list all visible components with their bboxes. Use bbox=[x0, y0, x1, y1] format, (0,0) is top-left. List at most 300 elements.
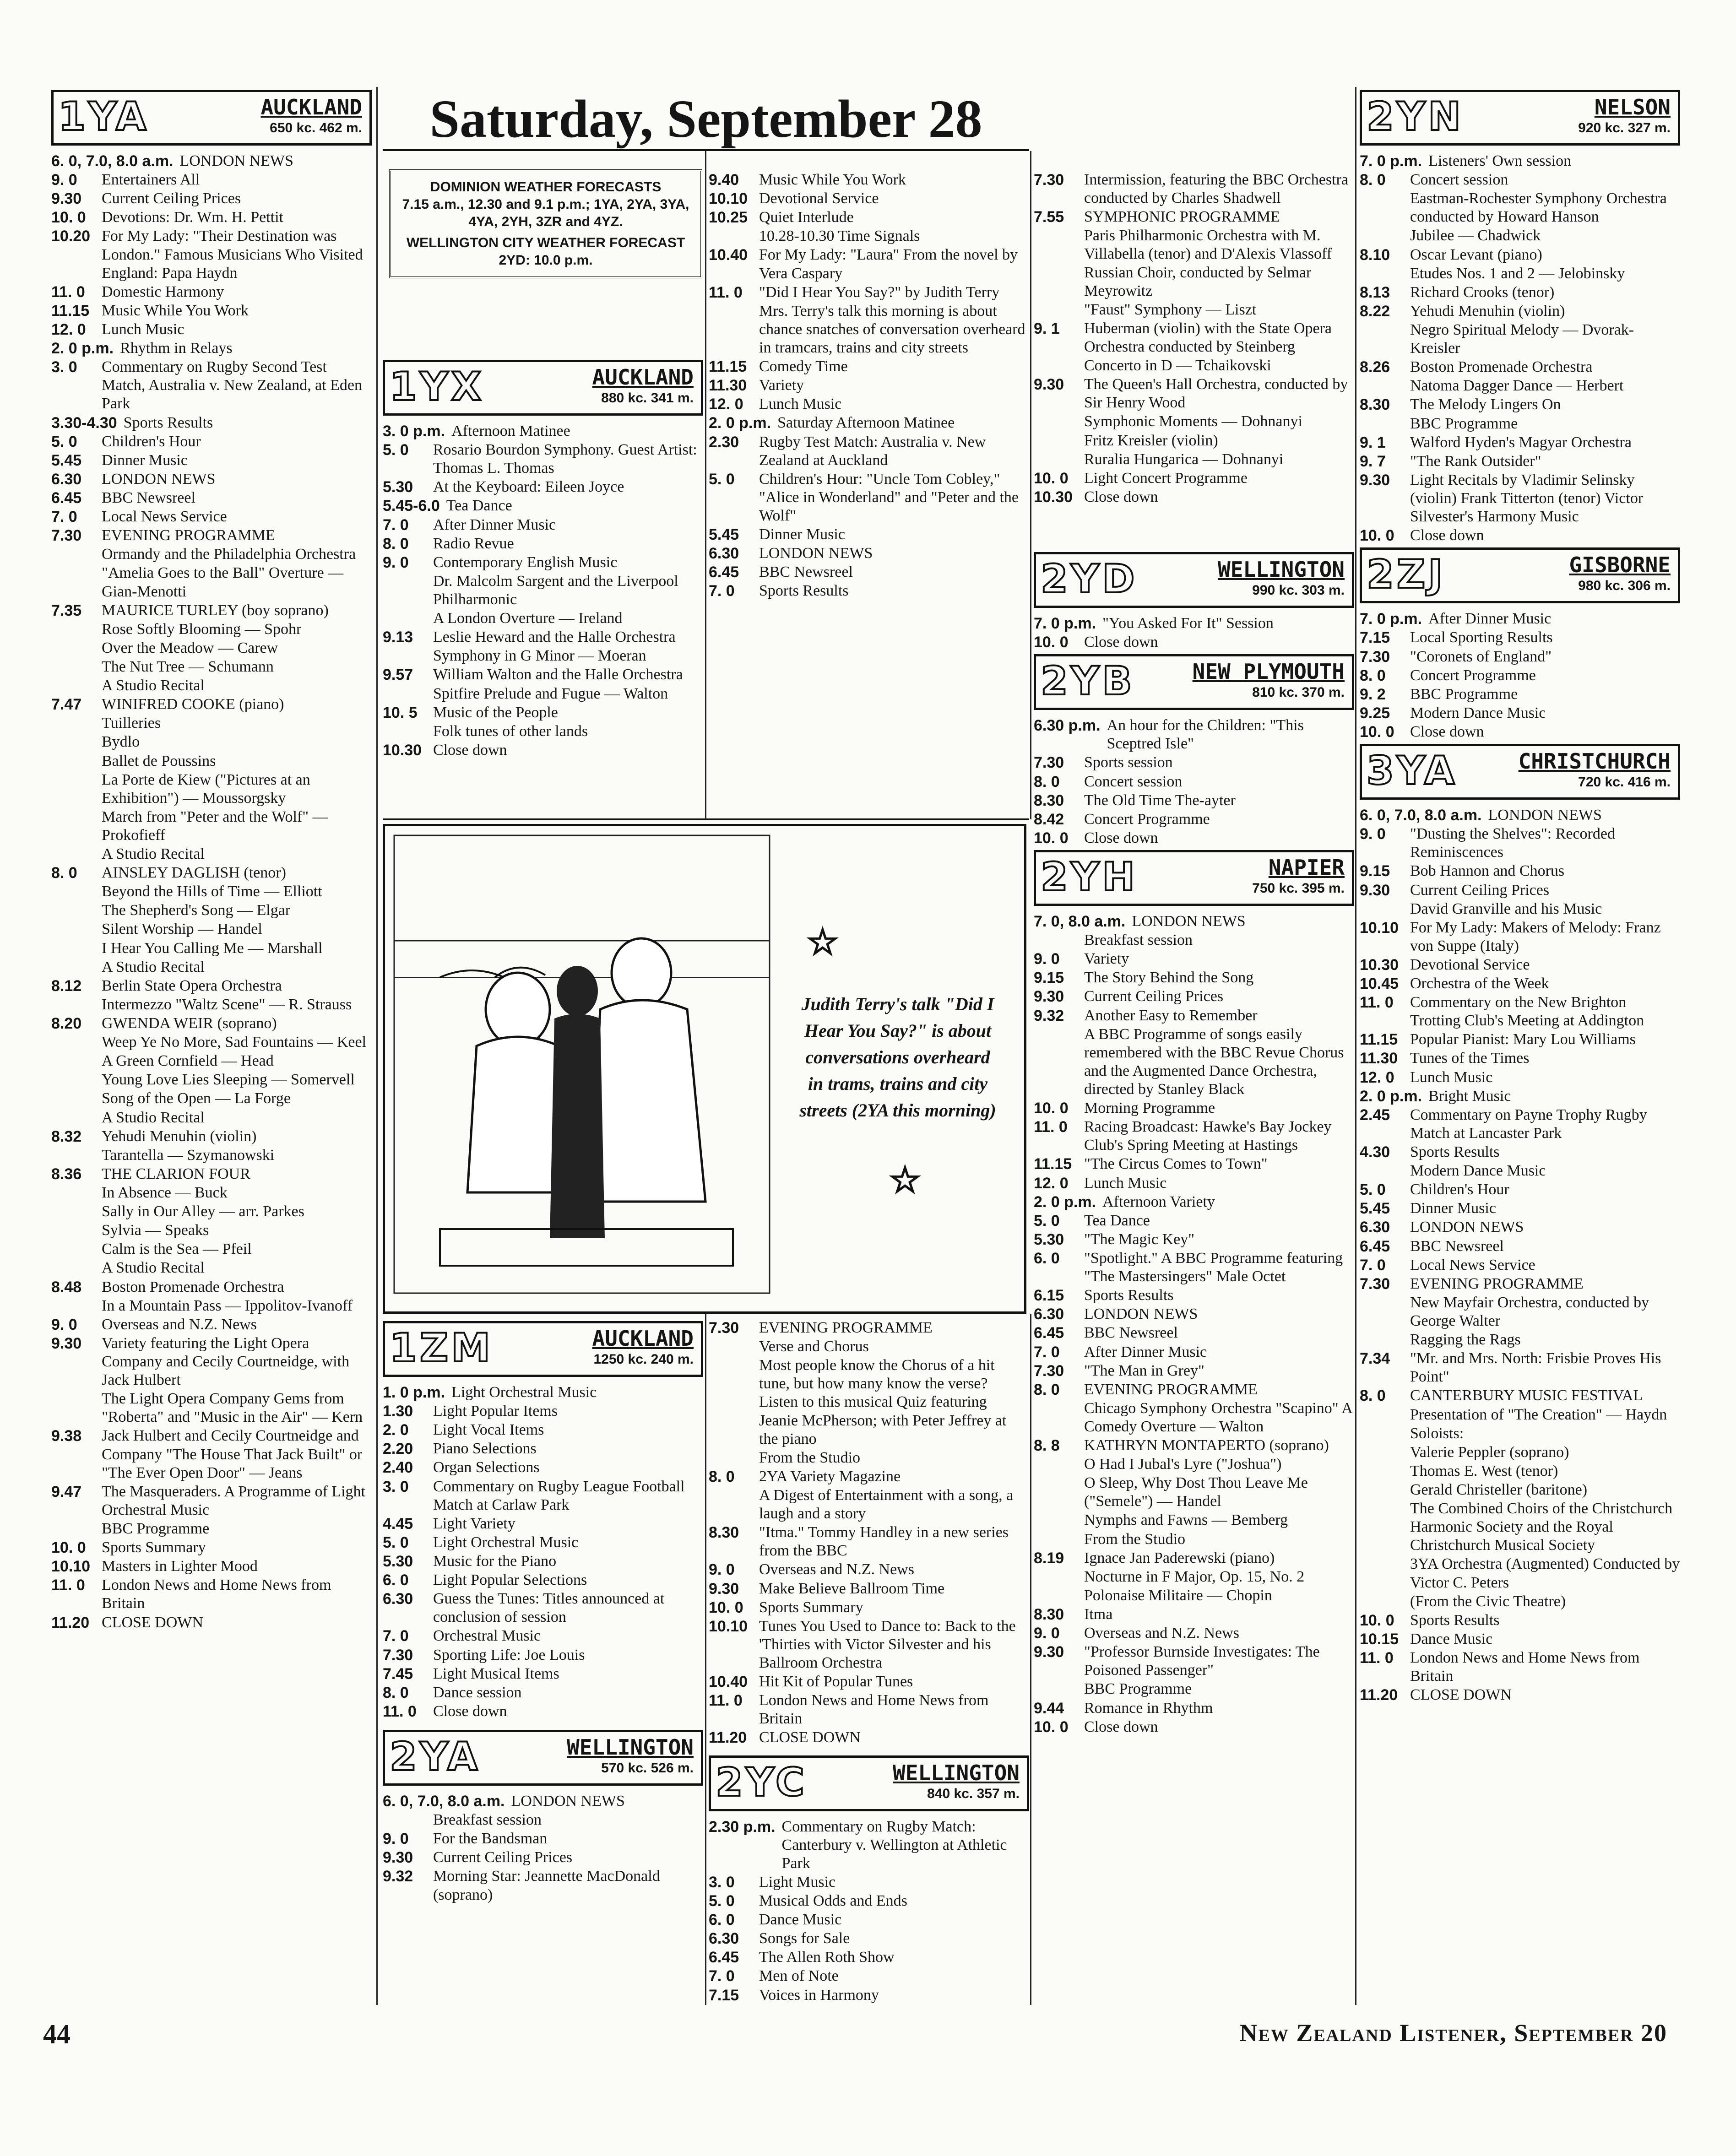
schedule-description: Intermezzo "Waltz Scene" — R. Strauss bbox=[102, 996, 352, 1013]
schedule-time bbox=[1034, 1587, 1078, 1605]
schedule-item bbox=[51, 752, 372, 770]
schedule-description: Children's Hour bbox=[102, 433, 201, 450]
schedule-item bbox=[709, 414, 1029, 432]
schedule-item bbox=[709, 1523, 1029, 1560]
schedule-description: Organ Selections bbox=[433, 1459, 540, 1476]
schedule-3YA bbox=[1360, 806, 1680, 1704]
schedule-item bbox=[1034, 1718, 1354, 1736]
schedule-item bbox=[383, 666, 703, 684]
schedule-time: 8.42 bbox=[1034, 810, 1064, 828]
schedule-description: "Did I Hear You Say?" by Judith Terry bbox=[759, 283, 1000, 301]
schedule-description: Popular Pianist: Mary Lou Williams bbox=[1410, 1031, 1636, 1048]
schedule-item bbox=[383, 478, 703, 496]
station-header-3YA bbox=[1360, 744, 1680, 800]
schedule-item bbox=[51, 658, 372, 676]
schedule-time: 7.55 bbox=[1034, 208, 1064, 226]
schedule-item bbox=[709, 582, 1029, 600]
schedule-description: LONDON NEWS bbox=[1132, 912, 1246, 930]
schedule-description: Overseas and N.Z. News bbox=[102, 1316, 257, 1333]
schedule-item bbox=[1360, 1275, 1680, 1293]
schedule-description: Variety bbox=[759, 377, 804, 394]
schedule-description: BBC Newsreel bbox=[1410, 1237, 1504, 1255]
schedule-time: 2. 0 p.m. bbox=[1034, 1193, 1096, 1211]
schedule-time: 2. 0 p.m. bbox=[709, 414, 771, 432]
schedule-description: Dinner Music bbox=[759, 526, 845, 543]
schedule-item bbox=[383, 1515, 703, 1533]
schedule-time: 8. 0 bbox=[1360, 1387, 1386, 1405]
schedule-item bbox=[709, 227, 1029, 245]
schedule-time bbox=[1034, 1474, 1078, 1511]
schedule-item bbox=[1360, 806, 1680, 824]
station-city: WELLINGTON bbox=[1218, 557, 1345, 582]
schedule-time bbox=[1034, 931, 1078, 949]
schedule-description: Light Concert Programme bbox=[1084, 469, 1248, 487]
schedule-item bbox=[51, 1334, 372, 1389]
schedule-description: Light Vocal Items bbox=[433, 1421, 544, 1439]
schedule-item bbox=[1360, 1106, 1680, 1143]
schedule-description: Concert Programme bbox=[1084, 810, 1210, 828]
schedule-time: 8. 0 bbox=[51, 864, 77, 882]
schedule-item bbox=[1360, 610, 1680, 628]
schedule-time: 11. 0 bbox=[51, 1576, 85, 1594]
schedule-description: Berlin State Opera Orchestra bbox=[102, 977, 282, 994]
schedule-description: A Studio Recital bbox=[102, 1259, 205, 1277]
station-logo: 2ZJ bbox=[1367, 552, 1446, 598]
schedule-item bbox=[1034, 950, 1354, 968]
schedule-time: 6. 0, 7.0, 8.0 a.m. bbox=[51, 152, 174, 170]
schedule-description: Sports Results bbox=[123, 414, 213, 431]
schedule-item bbox=[709, 1580, 1029, 1598]
schedule-description: Itma bbox=[1084, 1606, 1113, 1623]
schedule-time: 9.30 bbox=[383, 1849, 413, 1867]
schedule-item bbox=[383, 1684, 703, 1702]
schedule-item bbox=[51, 1033, 372, 1051]
schedule-description: Sports session bbox=[1084, 754, 1173, 771]
schedule-item bbox=[1360, 1256, 1680, 1274]
schedule-time: 8. 8 bbox=[1034, 1437, 1060, 1455]
schedule-description: Morning Programme bbox=[1084, 1100, 1215, 1117]
schedule-time: 9.30 bbox=[709, 1580, 739, 1598]
schedule-description: I Hear You Calling Me — Marshall bbox=[102, 939, 323, 957]
schedule-description: Concerto in D — Tchaikovski bbox=[1084, 357, 1271, 374]
schedule-description: Huberman (violin) with the State Opera Orchestra conducted by Steinberg bbox=[1084, 320, 1332, 355]
schedule-time bbox=[51, 1520, 95, 1538]
schedule-description: The Light Opera Company Gems from "Roberta" and "Music in the Air" — Kern bbox=[102, 1390, 363, 1426]
schedule-item bbox=[709, 1873, 1029, 1891]
schedule-item bbox=[1034, 1624, 1354, 1642]
schedule-time: 11. 0 bbox=[709, 283, 743, 301]
station-city: WELLINGTON bbox=[893, 1760, 1020, 1785]
schedule-description: Sports Results bbox=[1410, 1611, 1500, 1629]
schedule-time: 9. 1 bbox=[1360, 433, 1386, 451]
station-city: NAPIER bbox=[1268, 855, 1345, 880]
schedule-description: Most people know the Chorus of a hit tune, but how many know the verse? Listen to this musical Quiz featuring Jeanie McPherson; with Peter Jeffrey at the piano bbox=[759, 1357, 1007, 1447]
schedule-description: MAURICE TURLEY (boy soprano) bbox=[102, 601, 329, 619]
schedule-item bbox=[1360, 395, 1680, 414]
schedule-time: 7.30 bbox=[1034, 171, 1064, 189]
schedule-item bbox=[1360, 1087, 1680, 1105]
station-logo: 2YH bbox=[1041, 854, 1138, 900]
schedule-time bbox=[51, 1221, 95, 1240]
schedule-description: Negro Spiritual Melody — Dvorak-Kreisler bbox=[1410, 321, 1634, 357]
schedule-description: Polonaise Militaire — Chopin bbox=[1084, 1587, 1272, 1604]
schedule-time: 9. 2 bbox=[1360, 685, 1386, 703]
schedule-item bbox=[51, 1089, 372, 1108]
schedule-item bbox=[1034, 791, 1354, 810]
schedule-description: Racing Broadcast: Hawke's Bay Jockey Club's Spring Meeting at Hastings bbox=[1084, 1118, 1332, 1154]
schedule-description: THE CLARION FOUR bbox=[102, 1165, 250, 1182]
schedule-item bbox=[51, 695, 372, 714]
schedule-time: 10. 0 bbox=[51, 209, 86, 227]
schedule-description: The Story Behind the Song bbox=[1084, 969, 1254, 986]
schedule-item bbox=[709, 470, 1029, 525]
schedule-item bbox=[1360, 1481, 1680, 1499]
schedule-time: 9.30 bbox=[1360, 471, 1390, 489]
schedule-time bbox=[51, 939, 95, 958]
schedule-description: Devotional Service bbox=[759, 190, 879, 207]
schedule-time: 7.15 bbox=[1360, 629, 1390, 647]
schedule-time: 7. 0 bbox=[709, 582, 735, 600]
schedule-time bbox=[51, 677, 95, 695]
schedule-time: 3. 0 bbox=[51, 358, 77, 376]
schedule-item bbox=[709, 1598, 1029, 1617]
schedule-description: Light Orchestral Music bbox=[433, 1533, 579, 1551]
schedule-time: 7.30 bbox=[1360, 1275, 1390, 1293]
schedule-time bbox=[1034, 1511, 1078, 1529]
schedule-time: 10. 0 bbox=[1360, 527, 1394, 545]
schedule-description: CLOSE DOWN bbox=[102, 1614, 203, 1631]
schedule-item bbox=[383, 628, 703, 646]
schedule-time: 9.32 bbox=[383, 1868, 413, 1885]
schedule-time: 8. 0 bbox=[383, 535, 409, 553]
schedule-item bbox=[1360, 1030, 1680, 1049]
schedule-item bbox=[51, 1071, 372, 1089]
schedule-time: 7.45 bbox=[383, 1665, 413, 1683]
schedule-time: 4.45 bbox=[383, 1515, 413, 1533]
schedule-description: Eastman-Rochester Symphony Orchestra conducted by Howard Hanson bbox=[1410, 190, 1667, 226]
schedule-time bbox=[1360, 1593, 1404, 1611]
column-1ZM-2YA bbox=[383, 1318, 703, 1905]
schedule-time bbox=[51, 883, 95, 901]
schedule-description: Ormandy and the Philadelphia Orchestra bbox=[102, 546, 356, 563]
schedule-item bbox=[1360, 723, 1680, 741]
schedule-description: Nymphs and Fawns — Bemberg bbox=[1084, 1511, 1288, 1529]
schedule-item bbox=[1034, 810, 1354, 829]
schedule-item bbox=[1360, 900, 1680, 918]
station-header-2YN bbox=[1360, 90, 1680, 146]
schedule-time bbox=[51, 1146, 95, 1165]
schedule-item bbox=[1360, 1349, 1680, 1386]
schedule-item bbox=[383, 1848, 703, 1867]
schedule-description: Spitfire Prelude and Fugue — Walton bbox=[433, 685, 668, 702]
schedule-2YA-night bbox=[709, 1319, 1029, 1747]
schedule-time: 2. 0 p.m. bbox=[1360, 1087, 1422, 1105]
schedule-time bbox=[383, 722, 427, 741]
schedule-time: 11. 0 bbox=[1360, 994, 1394, 1012]
schedule-time bbox=[51, 545, 95, 563]
station-logo: 1ZM bbox=[390, 1325, 493, 1371]
schedule-time: 7.30 bbox=[1360, 648, 1390, 666]
schedule-description: The Allen Roth Show bbox=[759, 1949, 895, 1966]
schedule-item bbox=[709, 358, 1029, 376]
schedule-time bbox=[709, 227, 753, 245]
schedule-item bbox=[51, 1316, 372, 1334]
schedule-description: London News and Home News from Britain bbox=[1410, 1649, 1640, 1685]
schedule-item bbox=[1360, 1425, 1680, 1443]
schedule-item bbox=[51, 1165, 372, 1183]
schedule-item bbox=[51, 152, 372, 170]
schedule-item bbox=[1360, 1593, 1680, 1611]
schedule-description: David Granville and his Music bbox=[1410, 900, 1602, 917]
svg-text:☆: ☆ bbox=[806, 921, 839, 963]
schedule-item bbox=[1360, 377, 1680, 395]
schedule-time bbox=[1034, 301, 1078, 319]
schedule-time bbox=[51, 1259, 95, 1277]
schedule-description: Commentary on Rugby Match: Canterbury v. Wellington at Athletic Park bbox=[781, 1818, 1007, 1872]
schedule-time: 7.30 bbox=[383, 1646, 413, 1664]
schedule-item bbox=[1034, 1249, 1354, 1286]
schedule-time: 10.10 bbox=[709, 1617, 748, 1635]
schedule-item bbox=[709, 1911, 1029, 1929]
schedule-description: Presentation of "The Creation" — Haydn bbox=[1410, 1406, 1667, 1423]
schedule-time bbox=[51, 733, 95, 751]
schedule-time: 8.26 bbox=[1360, 358, 1390, 376]
schedule-2YB bbox=[1034, 716, 1354, 847]
schedule-time: 2. 0 bbox=[383, 1421, 409, 1439]
schedule-item bbox=[709, 1892, 1029, 1910]
schedule-item bbox=[1034, 969, 1354, 987]
schedule-description: "Amelia Goes to the Ball" Overture — Gian-Menotti bbox=[102, 564, 344, 600]
station-header-2YB bbox=[1034, 654, 1354, 710]
schedule-item bbox=[1034, 1549, 1354, 1567]
schedule-time bbox=[1034, 227, 1078, 300]
schedule-item bbox=[51, 714, 372, 732]
station-city: WELLINGTON bbox=[567, 1734, 694, 1760]
schedule-item bbox=[383, 572, 703, 609]
schedule-item bbox=[383, 497, 703, 515]
schedule-item bbox=[1360, 1162, 1680, 1180]
schedule-time: 7. 0, 8.0 a.m. bbox=[1034, 912, 1126, 930]
schedule-description: Fritz Kreisler (violin) bbox=[1084, 432, 1218, 449]
schedule-item bbox=[1360, 152, 1680, 170]
schedule-description: "Spotlight." A BBC Programme featuring "The Mastersingers" Male Octet bbox=[1084, 1249, 1343, 1285]
schedule-time: 6. 0, 7.0, 8.0 a.m. bbox=[1360, 807, 1482, 824]
schedule-item bbox=[1360, 1218, 1680, 1236]
schedule-description: In a Mountain Pass — Ippolitov-Ivanoff bbox=[102, 1297, 353, 1314]
schedule-item bbox=[1034, 1324, 1354, 1342]
schedule-item bbox=[1034, 1099, 1354, 1117]
schedule-description: Local News Service bbox=[102, 508, 227, 525]
schedule-description: Songs for Sale bbox=[759, 1930, 850, 1947]
schedule-item bbox=[51, 601, 372, 620]
station-header-2YH bbox=[1034, 850, 1354, 906]
schedule-description: Variety featuring the Light Opera Company and Cecily Courtneidge, with Jack Hulbert bbox=[102, 1334, 350, 1389]
schedule-item bbox=[51, 864, 372, 882]
schedule-time: 5.45 bbox=[709, 526, 739, 544]
schedule-2YH bbox=[1034, 912, 1354, 1736]
schedule-item bbox=[51, 1557, 372, 1576]
schedule-time: 6. 0, 7.0, 8.0 a.m. bbox=[383, 1792, 505, 1810]
station-header-2YD bbox=[1034, 552, 1354, 608]
schedule-description: Etudes Nos. 1 and 2 — Jelobinsky bbox=[1410, 265, 1625, 282]
schedule-item bbox=[51, 1576, 372, 1613]
schedule-time: 7.30 bbox=[709, 1319, 739, 1337]
schedule-item bbox=[1360, 358, 1680, 376]
schedule-time: 9.30 bbox=[1360, 881, 1390, 899]
schedule-item bbox=[1034, 931, 1354, 949]
schedule-description: (From the Civic Theatre) bbox=[1410, 1593, 1566, 1610]
schedule-description: "The Rank Outsider" bbox=[1410, 452, 1541, 470]
schedule-item bbox=[1360, 1611, 1680, 1630]
schedule-item bbox=[383, 1440, 703, 1458]
schedule-description: Saturday Afternoon Matinee bbox=[777, 414, 955, 432]
schedule-item bbox=[51, 190, 372, 208]
column-rule bbox=[705, 1314, 706, 2005]
schedule-time bbox=[709, 1449, 753, 1467]
schedule-item bbox=[51, 1127, 372, 1146]
schedule-item bbox=[1034, 1305, 1354, 1323]
schedule-description: Children's Hour bbox=[1410, 1181, 1509, 1198]
schedule-description: A BBC Programme of songs easily remembered with the BBC Revue Chorus and the Augmented Dance Orchestra, directed by Stanley Black bbox=[1084, 1025, 1344, 1098]
schedule-description: For the Bandsman bbox=[433, 1830, 548, 1847]
schedule-time bbox=[51, 901, 95, 920]
schedule-description: Tunes You Used to Dance to: Back to the 'Thirties with Victor Silvester and his Ballroom Orchestra bbox=[759, 1617, 1016, 1671]
schedule-time: 8.30 bbox=[1034, 791, 1064, 809]
schedule-time: 1.30 bbox=[383, 1403, 413, 1420]
schedule-description: The Shepherd's Song — Elgar bbox=[102, 902, 291, 919]
schedule-item bbox=[51, 677, 372, 695]
schedule-item bbox=[1034, 1212, 1354, 1230]
schedule-description: 2YA Variety Magazine bbox=[759, 1468, 901, 1485]
schedule-time: 9.44 bbox=[1034, 1699, 1064, 1717]
schedule-description: LONDON NEWS bbox=[1084, 1306, 1198, 1323]
schedule-2YN bbox=[1360, 152, 1680, 545]
column-2YD-2YB-2YH bbox=[1034, 549, 1354, 2005]
schedule-item bbox=[1034, 1699, 1354, 1717]
station-frequency: 650 kc. 462 m. bbox=[270, 120, 362, 135]
schedule-item bbox=[1360, 433, 1680, 452]
schedule-description: Radio Revue bbox=[433, 535, 514, 552]
schedule-time: 11. 0 bbox=[1034, 1118, 1068, 1136]
schedule-time: 6.45 bbox=[709, 1949, 739, 1966]
schedule-description: Chicago Symphony Orchestra "Scapino" A Comedy Overture — Walton bbox=[1084, 1399, 1352, 1435]
schedule-item bbox=[1360, 283, 1680, 302]
schedule-item bbox=[51, 1520, 372, 1538]
schedule-time: 8.13 bbox=[1360, 283, 1390, 301]
schedule-time: 1. 0 p.m. bbox=[383, 1384, 445, 1401]
schedule-item bbox=[1034, 753, 1354, 772]
schedule-item bbox=[51, 733, 372, 751]
schedule-item bbox=[709, 1449, 1029, 1467]
station-city: NEW PLYMOUTH bbox=[1192, 659, 1345, 684]
schedule-time bbox=[51, 1203, 95, 1221]
schedule-description: Men of Note bbox=[759, 1967, 839, 1985]
column-rule bbox=[376, 87, 378, 2005]
schedule-item bbox=[1034, 488, 1354, 506]
schedule-description: For My Lady: "Laura" From the novel by Vera Caspary bbox=[759, 246, 1018, 282]
schedule-time: 9.30 bbox=[51, 1334, 82, 1352]
schedule-description: New Mayfair Orchestra, conducted by George Walter bbox=[1410, 1294, 1649, 1330]
schedule-description: The Combined Choirs of the Christchurch Harmonic Society and the Royal Christchurch Musical Society bbox=[1410, 1500, 1673, 1554]
schedule-item bbox=[709, 563, 1029, 581]
schedule-description: Soloists: bbox=[1410, 1425, 1464, 1442]
station-city: GISBORNE bbox=[1569, 553, 1671, 578]
schedule-time bbox=[1360, 1443, 1404, 1462]
schedule-item bbox=[1034, 1530, 1354, 1549]
schedule-time bbox=[709, 1486, 753, 1523]
schedule-description: "Coronets of England" bbox=[1410, 648, 1552, 665]
schedule-item bbox=[1360, 471, 1680, 526]
schedule-time: 9.15 bbox=[1360, 862, 1390, 880]
schedule-description: Voices in Harmony bbox=[759, 1986, 879, 2004]
schedule-description: A Digest of Entertainment with a song, a laugh and a story bbox=[759, 1486, 1014, 1522]
schedule-2ZJ bbox=[1360, 610, 1680, 741]
schedule-item bbox=[383, 1533, 703, 1552]
schedule-time: 5. 0 bbox=[1360, 1181, 1386, 1199]
schedule-item bbox=[51, 901, 372, 920]
schedule-item bbox=[709, 302, 1029, 357]
schedule-description: "Mr. and Mrs. North: Frisbie Proves His Point" bbox=[1410, 1350, 1661, 1386]
schedule-description: Light Popular Items bbox=[433, 1403, 558, 1420]
schedule-description: Orchestra of the Week bbox=[1410, 975, 1549, 992]
schedule-time bbox=[1360, 190, 1404, 226]
schedule-item bbox=[1360, 919, 1680, 955]
schedule-item bbox=[1360, 1649, 1680, 1685]
schedule-time: 11.15 bbox=[709, 358, 747, 376]
schedule-time: 10.30 bbox=[1034, 488, 1073, 506]
schedule-description: Dance Music bbox=[1410, 1630, 1493, 1647]
schedule-time: 3.30-4.30 bbox=[51, 414, 117, 432]
schedule-time: 5.45 bbox=[51, 451, 82, 469]
schedule-item bbox=[383, 1867, 703, 1904]
schedule-description: Boston Promenade Orchestra bbox=[1410, 358, 1593, 376]
schedule-time: 6.15 bbox=[1034, 1287, 1064, 1305]
schedule-item bbox=[1034, 1230, 1354, 1249]
schedule-item bbox=[1034, 432, 1354, 450]
schedule-description: Natoma Dagger Dance — Herbert bbox=[1410, 377, 1624, 395]
schedule-item bbox=[1034, 1436, 1354, 1455]
schedule-time: 6.30 bbox=[709, 1930, 739, 1948]
schedule-time: 9.30 bbox=[1034, 1643, 1064, 1661]
schedule-item bbox=[1034, 1286, 1354, 1305]
schedule-description: Music of the People bbox=[433, 704, 558, 721]
weather-heading: DOMINION WEATHER FORECASTS bbox=[430, 179, 662, 195]
schedule-description: Thomas E. West (tenor) bbox=[1410, 1462, 1558, 1479]
schedule-time: 11.20 bbox=[51, 1614, 90, 1631]
schedule-2YC bbox=[709, 1818, 1029, 2004]
schedule-time bbox=[383, 685, 427, 703]
schedule-item bbox=[709, 171, 1029, 189]
schedule-time: 12. 0 bbox=[51, 320, 86, 338]
schedule-time bbox=[51, 714, 95, 732]
schedule-time: 6.45 bbox=[51, 489, 82, 507]
schedule-description: BBC Programme bbox=[102, 1520, 210, 1537]
schedule-description: EVENING PROGRAMME bbox=[102, 527, 275, 544]
schedule-item bbox=[51, 470, 372, 488]
schedule-time bbox=[1360, 1462, 1404, 1480]
schedule-description: "Itma." Tommy Handley in a new series from the BBC bbox=[759, 1524, 1009, 1560]
schedule-item bbox=[383, 1402, 703, 1420]
schedule-item bbox=[383, 1830, 703, 1848]
station-header-2ZJ bbox=[1360, 547, 1680, 603]
schedule-item bbox=[51, 208, 372, 227]
schedule-time: 10.40 bbox=[709, 246, 748, 264]
schedule-description: Silent Worship — Handel bbox=[102, 921, 262, 938]
schedule-description: Close down bbox=[433, 741, 507, 758]
schedule-item bbox=[1360, 302, 1680, 320]
schedule-time: 8. 0 bbox=[709, 1468, 735, 1485]
schedule-time: 9.40 bbox=[709, 171, 739, 189]
